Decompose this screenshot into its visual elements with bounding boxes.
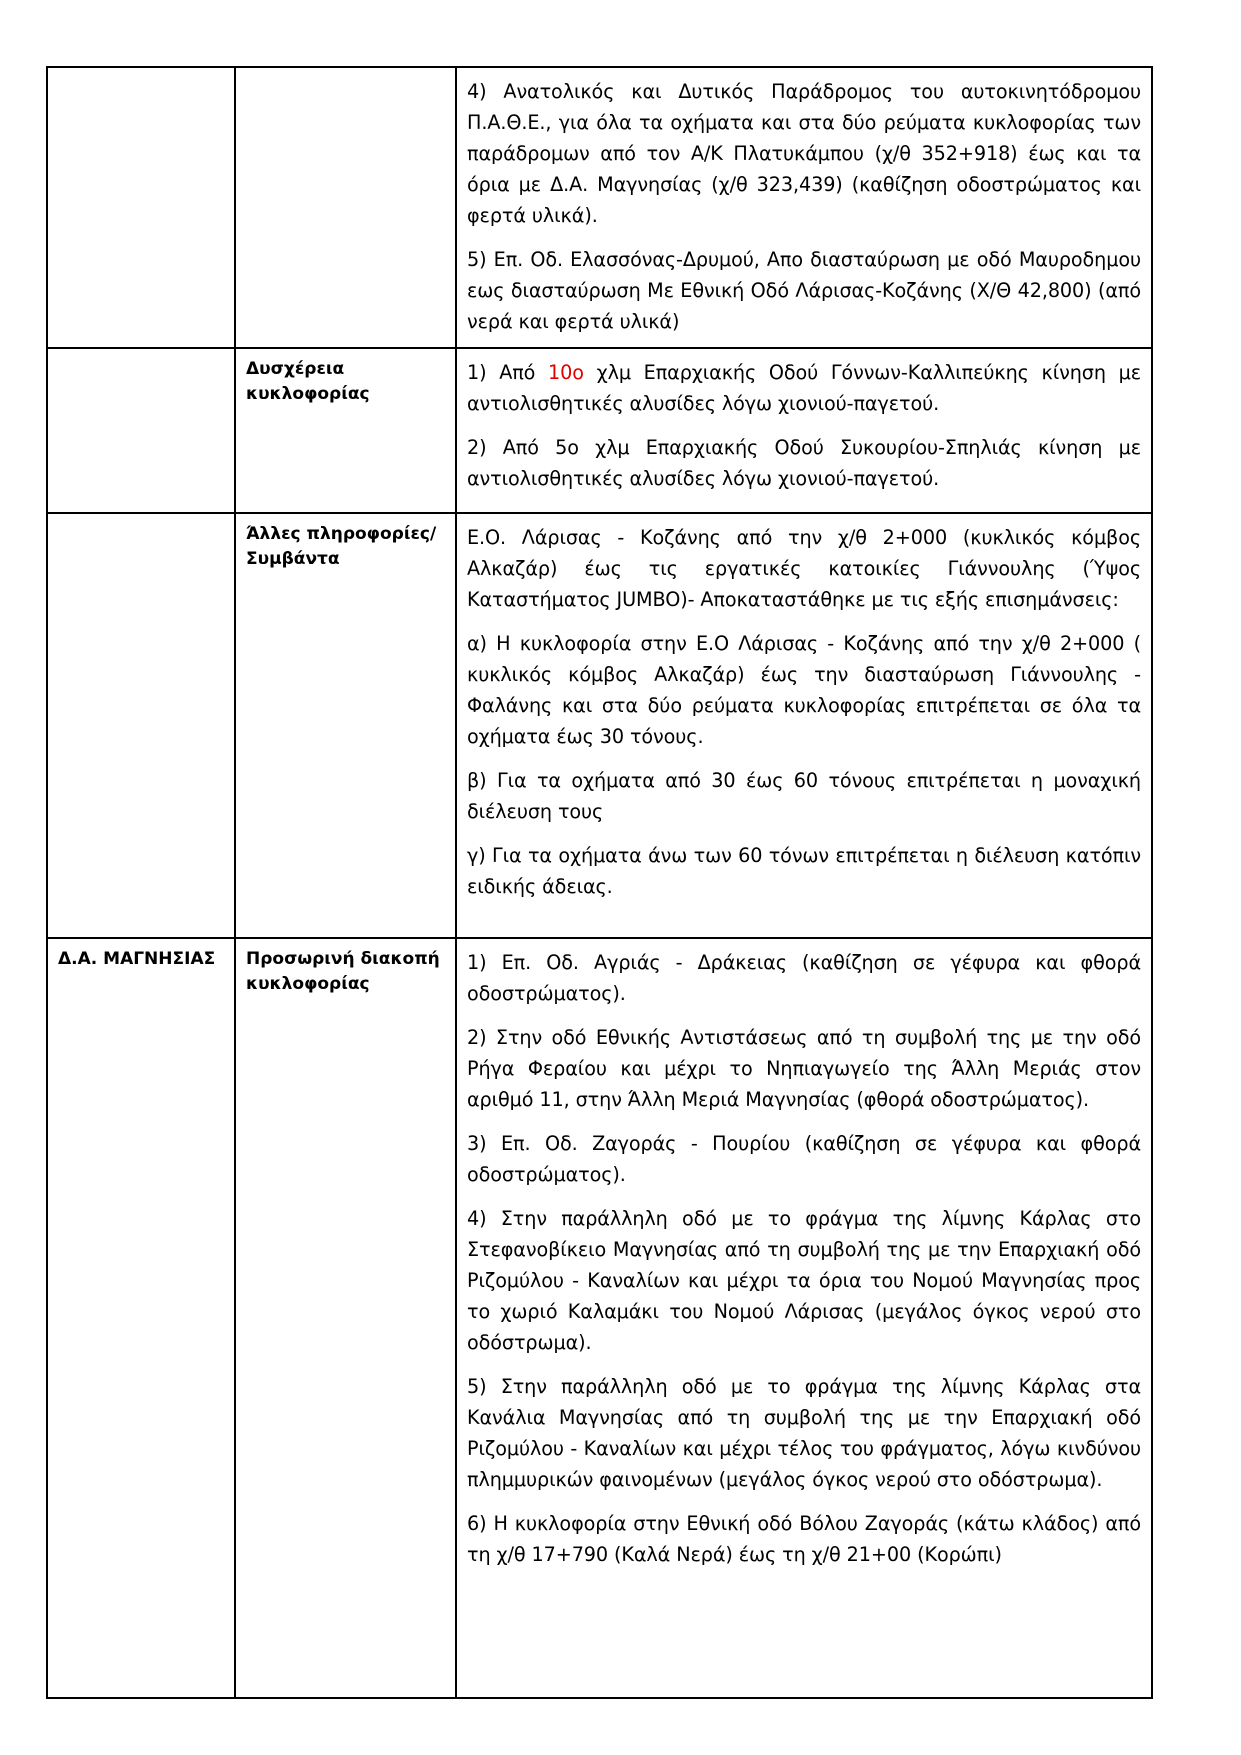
category-label: Άλλες πληροφορίες/ Συμβάντα [246,524,437,569]
detail-paragraph: 3) Επ. Οδ. Ζαγοράς - Πουρίου (καθίζηση σε γέφυρα και φθορά οδοστρώματος). [467,1132,1141,1186]
detail-paragraph: 2) Στην οδό Εθνικής Αντιστάσεως από τη συμβολή της με την οδό Ρήγα Φεραίου και μέχρι το Νηπιαγωγείο της Άλλη Μεριάς στον αριθμό 11, στην Άλλη Μεριά Μαγνησίας (φθορά οδοστρώματος). [467,1026,1141,1111]
detail-paragraph: β) Για τα οχήματα από 30 έως 60 τόνους επιτρέπεται η μοναχική διέλευση τους [467,769,1141,823]
table-row [47,67,1152,348]
detail-paragraph [467,357,1141,419]
details-cell [456,513,1152,938]
detail-paragraph: 4) Στην παράλληλη οδό με το φράγμα της λίμνης Κάρλας στο Στεφανοβίκειο Μαγνησίας από τη συμβολή της με την Επαρχιακή οδό Ριζομύλου - Καναλίων και μέχρι τα όρια του Νομού Μαγνησίας προς το χωριό Καλαμάκι του Νομού Λάρισας (μεγάλος όγκος νερού στο οδόστρωμα). [467,1207,1141,1354]
table-row [47,938,1152,1698]
detail-paragraph: 6) Η κυκλοφορία στην Εθνική οδό Βόλου Ζαγοράς (κάτω κλάδος) από τη χ/θ 17+790 (Καλά Νερά) έως τη χ/θ 21+00 (Κορώπι) [467,1512,1141,1566]
highlighted-km: 10ο [548,361,584,384]
table-row [47,513,1152,938]
category-cell [235,348,456,513]
region-cell [47,938,235,1698]
detail-paragraph: 5) Στην παράλληλη οδό με το φράγμα της λίμνης Κάρλας στα Κανάλια Μαγνησίας από τη συμβολή της με την Επαρχιακή οδό Ριζομύλου - Καναλίων και μέχρι τέλος του φράγματος, λόγω κινδύνου πλημμυρικών φαινομένων (μεγάλος όγκος νερού στο οδόστρωμα). [467,1375,1141,1491]
detail-paragraph: 2) Από 5ο χλμ Επαρχιακής Οδού Συκουρίου-Σπηλιάς κίνηση με αντιολισθητικές αλυσίδες λόγω χιονιού-παγετού. [467,436,1141,490]
road-status-table [46,66,1153,1699]
details-cell [456,348,1152,513]
detail-paragraph: α) Η κυκλοφορία στην Ε.Ο Λάρισας - Κοζάνης από την χ/θ 2+000 ( κυκλικός κόμβος Αλκαζάρ) έως την διασταύρωση Γιάννουλης - Φαλάνης και στα δύο ρεύματα κυκλοφορίας επιτρέπεται σε όλα τα οχήματα έως 30 τόνους. [467,632,1141,748]
region-label: Δ.Α. ΜΑΓΝΗΣΙΑΣ [58,949,216,969]
details-cell [456,67,1152,348]
detail-paragraph: 5) Επ. Οδ. Ελασσόνας-Δρυμού, Απο διασταύρωση με οδό Μαυροδημου εως διασταύρωση Με Εθνική Οδό Λάρισας-Κοζάνης (Χ/Θ 42,800) (από νερά και φερτά υλικά) [467,248,1141,333]
region-cell [47,348,235,513]
detail-paragraph: 1) Επ. Οδ. Αγριάς - Δράκειας (καθίζηση σε γέφυρα και φθορά οδοστρώματος). [467,951,1141,1005]
detail-prefix: 1) Από [467,361,549,384]
detail-paragraph: γ) Για τα οχήματα άνω των 60 τόνων επιτρέπεται η διέλευση κατόπιν ειδικής άδειας. [467,844,1141,898]
category-label: Προσωρινή διακοπή κυκλοφορίας [246,949,440,994]
category-cell [235,513,456,938]
detail-paragraph: 4) Ανατολικός και Δυτικός Παράδρομος του αυτοκινητόδρομου Π.Α.Θ.Ε., για όλα τα οχήματα και στα δύο ρεύματα κυκλοφορίας των παράδρομων από τον Α/Κ Πλατυκάμπου (χ/θ 352+918) έως και τα όρια με Δ.Α. Μαγνησίας (χ/θ 323,439) (καθίζηση οδοστρώματος και φερτά υλικά). [467,80,1141,227]
region-cell [47,67,235,348]
detail-paragraph: Ε.Ο. Λάρισας - Κοζάνης από την χ/θ 2+000 (κυκλικός κόμβος Αλκαζάρ) έως τις εργατικές κατοικίες Γιάννουλης (Ύψος Καταστήματος JUMBO)- Αποκαταστάθηκε με τις εξής επισημάνσεις: [467,526,1141,611]
region-cell [47,513,235,938]
category-cell [235,67,456,348]
table-row [47,348,1152,513]
details-cell [456,938,1152,1698]
category-label: Δυσχέρεια κυκλοφορίας [246,359,370,404]
category-cell [235,938,456,1698]
detail-suffix: χλμ Επαρχιακής Οδού Γόννων-Καλλιπεύκης κίνηση με αντιολισθητικές αλυσίδες λόγω χιονιού-παγετού. [467,361,1142,415]
